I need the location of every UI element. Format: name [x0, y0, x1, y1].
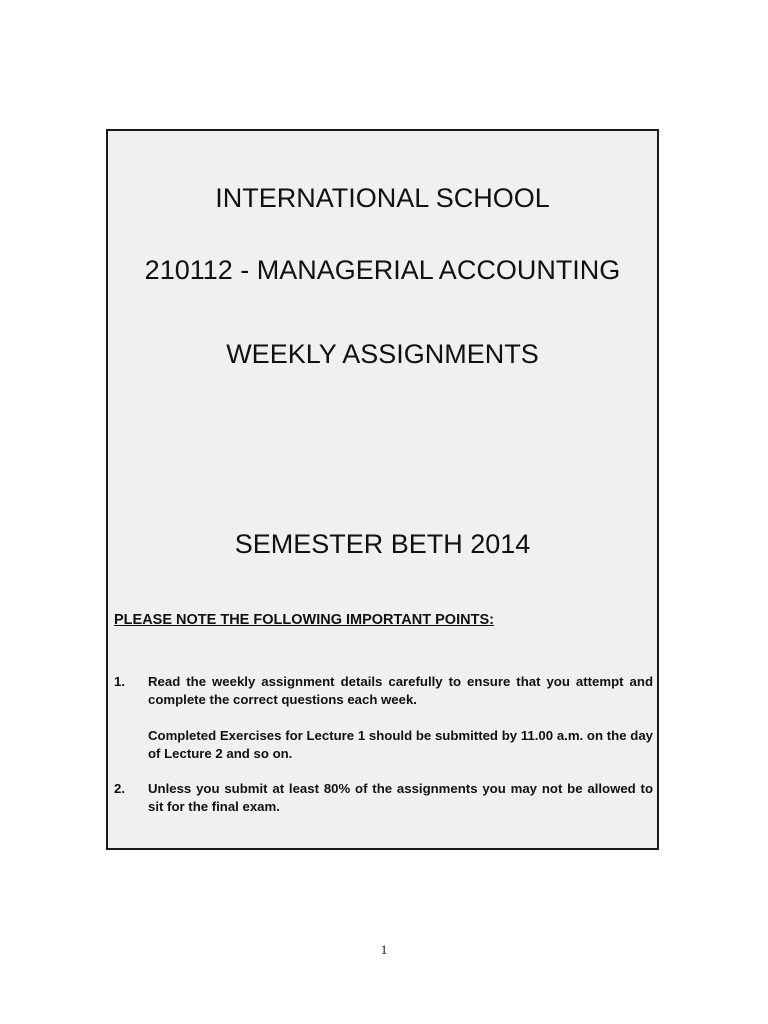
note-point-number: 1. — [114, 674, 125, 689]
note-point-text: Unless you submit at least 80% of the assignments you may not be allowed to sit for the final exam. — [148, 781, 653, 814]
notes-heading: PLEASE NOTE THE FOLLOWING IMPORTANT POINTS: — [114, 612, 494, 628]
note-point-1 — [114, 673, 653, 709]
cover-box — [106, 129, 659, 850]
semester-title: SEMESTER BETH 2014 — [234, 529, 531, 559]
page-number: 1 — [380, 942, 388, 957]
course-title: 210112 - MANAGERIAL ACCOUNTING — [144, 255, 621, 285]
note-point-2 — [114, 780, 653, 816]
document-title: WEEKLY ASSIGNMENTS — [226, 339, 539, 369]
note-point-text: Read the weekly assignment details carefully to ensure that you attempt and complete the correct questions each week. — [148, 674, 653, 707]
note-point-followup-text: Completed Exercises for Lecture 1 should be submitted by 11.00 a.m. on the day of Lecture 2 and so on. — [148, 728, 653, 761]
note-point-1-followup — [114, 727, 653, 763]
school-name: INTERNATIONAL SCHOOL — [215, 183, 550, 213]
note-point-number: 2. — [114, 781, 125, 796]
